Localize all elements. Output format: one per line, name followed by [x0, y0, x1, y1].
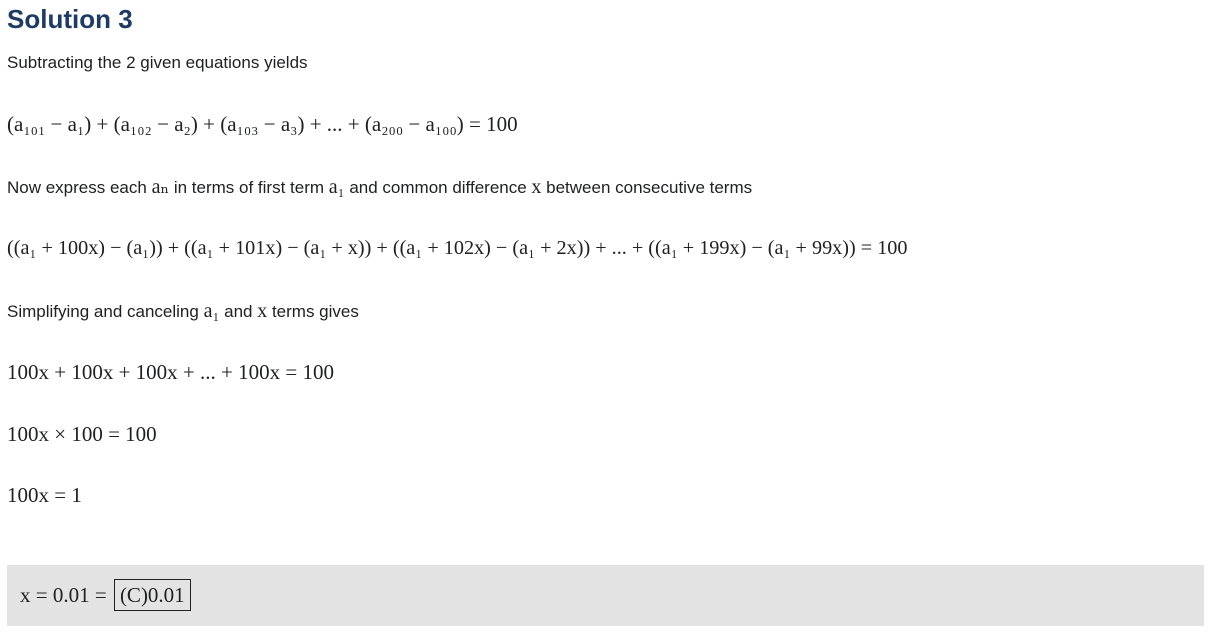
var-x-simplify: x	[257, 300, 268, 322]
equation-expanded-terms: ((a₁ + 100x) − (a₁)) + ((a₁ + 101x) − (a₁ + x)) + ((a₁ + 102x) − (a₁ + 2x)) + ... + ((a₁ + 199x) − (a₁ + 99x)) = 100	[7, 237, 908, 259]
express-text	[7, 176, 752, 199]
answer-box	[7, 565, 1204, 626]
simplify-suffix: terms gives	[267, 302, 359, 321]
var-x: x	[531, 176, 542, 198]
express-mid: in terms of first term	[169, 178, 329, 197]
solution-heading: Solution 3	[7, 4, 133, 34]
express-mid2: and common difference	[344, 178, 532, 197]
express-prefix: Now express each	[7, 178, 152, 197]
equation-100x-equals-1: 100x = 1	[7, 483, 82, 507]
var-an: aₙ	[151, 176, 170, 198]
intro-text: Subtracting the 2 given equations yields	[7, 53, 308, 72]
answer-lhs: x = 0.01 =	[20, 583, 107, 607]
equation-product: 100x × 100 = 100	[7, 422, 157, 446]
equation-difference-sum: (a₁₀₁ − a₁) + (a₁₀₂ − a₂) + (a₁₀₃ − a₃) + ... + (a₂₀₀ − a₁₀₀) = 100	[7, 112, 518, 136]
simplify-mid: and	[219, 302, 258, 321]
express-suffix: between consecutive terms	[541, 178, 753, 197]
final-answer	[20, 579, 191, 611]
simplify-prefix: Simplifying and canceling	[7, 302, 204, 321]
simplify-text	[7, 300, 359, 323]
var-a1: a₁	[328, 176, 345, 198]
var-a1-simplify: a₁	[203, 300, 220, 322]
equation-sum-100x: 100x + 100x + 100x + ... + 100x = 100	[7, 360, 334, 384]
boxed-answer: (C)0.01	[114, 579, 191, 611]
